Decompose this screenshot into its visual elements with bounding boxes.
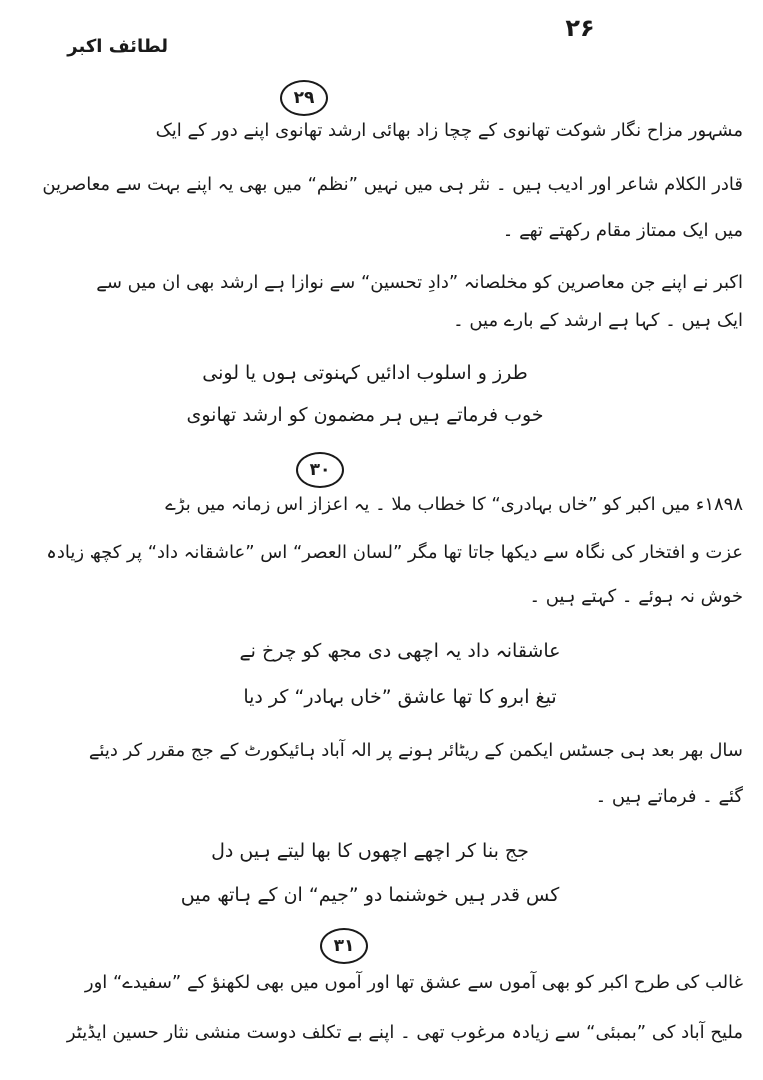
page-number: ۲۶	[565, 14, 595, 42]
s31-para1-line2: ملیح آباد کی ”بمبئی“ سے زیادہ مرغوب تھی ۔ اپنے بے تکلف دوست منشی نثار حسین ایڈیٹر	[66, 1022, 743, 1043]
running-header: لطائف اکبر	[67, 36, 168, 57]
s30-para2-line1: سال بھر بعد ہی جسٹس ایکمن کے ریٹائر ہونے پر الہ آباد ہائیکورٹ کے جج مقرر کر دیئے	[88, 740, 743, 761]
s29-para1-line3: میں ایک ممتاز مقام رکھتے تھے ۔	[502, 220, 743, 241]
s30-verse1-line2: تیغ ابرو کا تھا عاشق ”خاں بہادر“ کر دیا	[243, 686, 557, 708]
section-marker-29: ۲۹	[280, 80, 328, 116]
s30-para1-line1: ۱۸۹۸ء میں اکبر کو ”خاں بہادری“ کا خطاب ملا ۔ یہ اعزاز اس زمانہ میں بڑے	[165, 494, 743, 515]
s30-para2-line2: گئے ۔ فرماتے ہیں ۔	[595, 786, 743, 807]
s31-para1-line1: غالب کی طرح اکبر کو بھی آموں سے عشق تھا اور آموں میں بھی لکھنؤ کے ”سفیدے“ اور	[84, 972, 743, 993]
s29-verse-line1: طرز و اسلوب ادائیں کہنوتی ہوں یا لونی	[202, 362, 528, 384]
s29-para2-line2: ایک ہیں ۔ کہا ہے ارشد کے بارے میں ۔	[453, 310, 743, 331]
s29-para1-line1: مشہور مزاح نگار شوکت تھانوی کے چچا زاد بھائی ارشد تھانوی اپنے دور کے ایک	[155, 120, 743, 141]
s30-para1-line3: خوش نہ ہوئے ۔ کہتے ہیں ۔	[529, 586, 743, 607]
s29-para2-line1: اکبر نے اپنے جن معاصرین کو مخلصانہ ”دادِ تحسین“ سے نوازا ہے ارشد بھی ان میں سے	[96, 272, 743, 293]
section-marker-31: ۳۱	[320, 928, 368, 964]
s30-verse2-line1: جج بنا کر اچھے اچھوں کا بھا لیتے ہیں دل	[211, 840, 529, 862]
s29-verse-line2: خوب فرماتے ہیں ہر مضمون کو ارشد تھانوی	[186, 404, 544, 426]
s30-para1-line2: عزت و افتخار کی نگاہ سے دیکھا جاتا تھا مگر ”لسان العصر“ اس ”عاشقانہ داد“ پر کچھ زیادہ	[46, 542, 743, 563]
s30-verse2-line2: کس قدر ہیں خوشنما دو ”جیم“ ان کے ہاتھ میں	[180, 884, 560, 906]
s29-para1-line2: قادر الکلام شاعر اور ادیب ہیں ۔ نثر ہی میں نہیں ”نظم“ میں بھی یہ اپنے بہت سے معاصرین	[42, 174, 743, 195]
s30-verse1-line1: عاشقانہ داد یہ اچھی دی مجھ کو چرخ نے	[239, 640, 561, 662]
section-marker-30: ۳۰	[296, 452, 344, 488]
